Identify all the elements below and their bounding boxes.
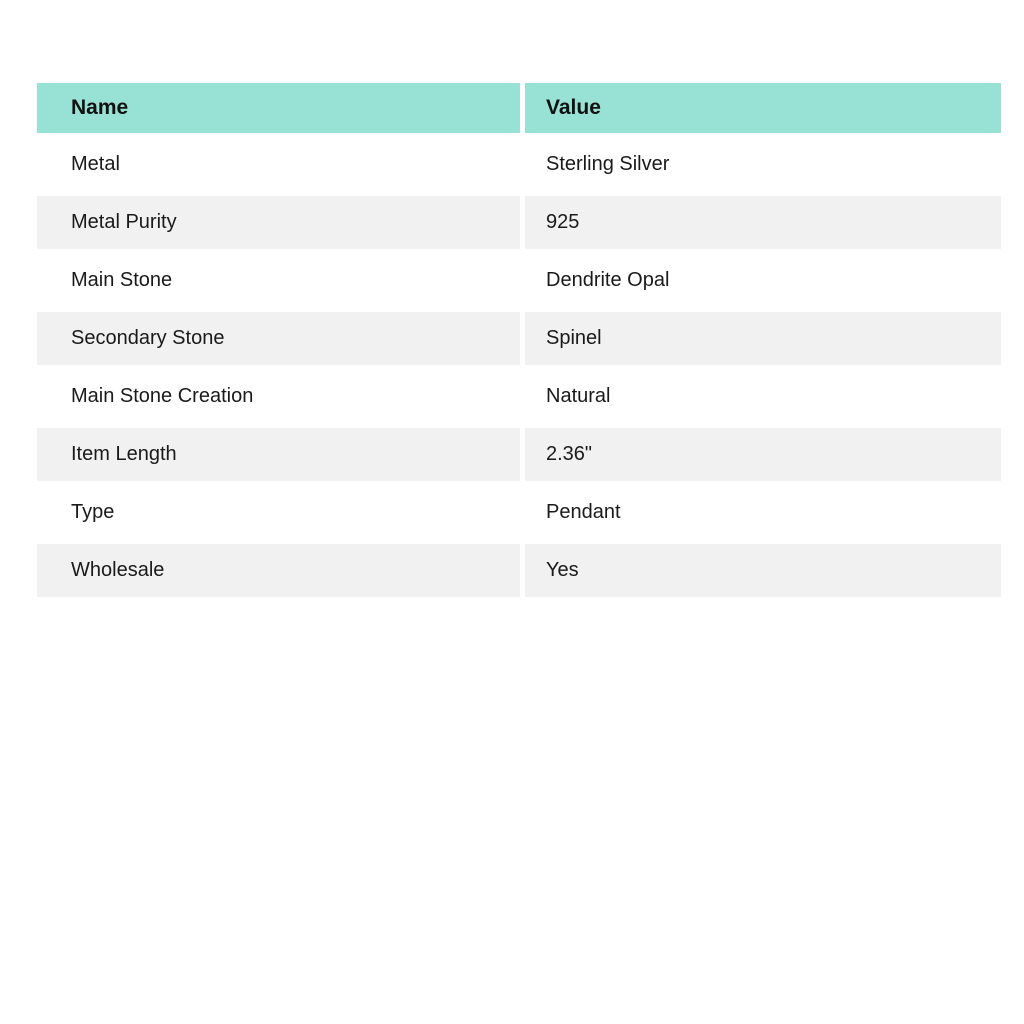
table-row [37, 312, 1001, 365]
spec-value-cell: 925 [525, 196, 1001, 249]
spec-value-cell: Spinel [525, 312, 1001, 365]
spec-name-cell: Metal Purity [37, 196, 520, 249]
column-header-value: Value [525, 83, 1001, 133]
table-header-row [37, 83, 1001, 133]
product-specs-table [37, 83, 1001, 597]
table-row [37, 254, 1001, 307]
spec-value-cell: Natural [525, 370, 1001, 423]
table-row [37, 370, 1001, 423]
table-row [37, 138, 1001, 191]
spec-name-cell: Metal [37, 138, 520, 191]
table-row [37, 544, 1001, 597]
table-row [37, 486, 1001, 539]
spec-name-cell: Wholesale [37, 544, 520, 597]
spec-name-cell: Main Stone [37, 254, 520, 307]
spec-value-cell: Sterling Silver [525, 138, 1001, 191]
spec-value-cell: Yes [525, 544, 1001, 597]
table-row [37, 196, 1001, 249]
column-header-name: Name [37, 83, 520, 133]
table-row [37, 428, 1001, 481]
spec-name-cell: Secondary Stone [37, 312, 520, 365]
spec-value-cell: 2.36" [525, 428, 1001, 481]
table-body [37, 138, 1001, 597]
spec-name-cell: Type [37, 486, 520, 539]
spec-value-cell: Dendrite Opal [525, 254, 1001, 307]
spec-name-cell: Main Stone Creation [37, 370, 520, 423]
spec-name-cell: Item Length [37, 428, 520, 481]
spec-value-cell: Pendant [525, 486, 1001, 539]
